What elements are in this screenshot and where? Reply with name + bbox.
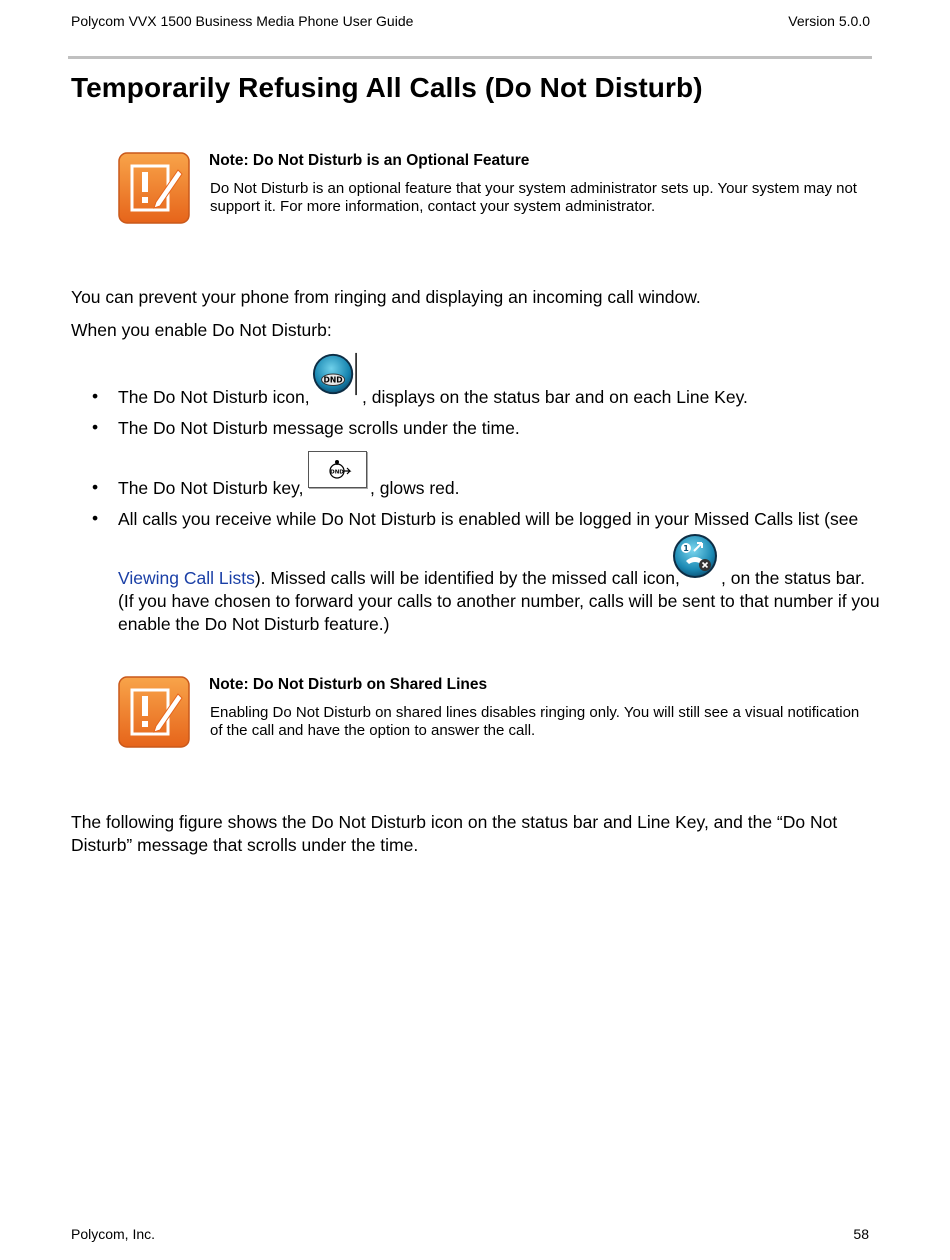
intro-paragraph: You can prevent your phone from ringing and displaying an incoming call window. bbox=[71, 287, 701, 307]
bullet-text: , glows red. bbox=[370, 478, 460, 498]
bullet-text: The Do Not Disturb icon, bbox=[118, 387, 310, 407]
dnd-key-label: DND bbox=[330, 469, 344, 476]
bullet-marker: • bbox=[92, 477, 99, 497]
bullet-marker: • bbox=[92, 417, 99, 437]
note-title: Note: Do Not Disturb on Shared Lines bbox=[209, 676, 488, 693]
note-title: Note: Do Not Disturb is an Optional Feature bbox=[209, 152, 530, 169]
note-body-line: Do Not Disturb is an optional feature that your system administrator sets up. Your system may not bbox=[210, 180, 857, 197]
dnd-icon bbox=[312, 351, 358, 402]
bullet-dnd-icon-text bbox=[118, 387, 310, 408]
bullet-marker: • bbox=[92, 386, 99, 406]
page-number: 58 bbox=[853, 1226, 869, 1242]
viewing-call-lists-link[interactable]: Viewing Call Lists bbox=[118, 568, 255, 588]
note-body-line: support it. For more information, contact your system administrator. bbox=[210, 198, 656, 215]
note-body-line: Enabling Do Not Disturb on shared lines disables ringing only. You will still see a visual notification bbox=[210, 704, 860, 721]
when-enable-paragraph: When you enable Do Not Disturb: bbox=[71, 320, 332, 340]
bullet-text: The Do Not Disturb key, bbox=[118, 478, 304, 498]
missed-call-icon bbox=[672, 533, 718, 584]
bullet-text: ). Missed calls will be identified by the missed call icon, bbox=[254, 568, 680, 588]
note-body bbox=[210, 180, 880, 216]
bullet-text: enable the Do Not Disturb feature.) bbox=[118, 614, 390, 634]
note-pencil-icon bbox=[118, 152, 190, 229]
section-title: Temporarily Refusing All Calls (Do Not Disturb) bbox=[71, 72, 703, 103]
bullet-text: (If you have chosen to forward your calls to another number, calls will be sent to that number if you bbox=[118, 591, 880, 611]
bullet-text: , displays on the status bar and on each Line Key. bbox=[362, 387, 748, 407]
dnd-key-icon bbox=[308, 451, 367, 488]
running-header-title: Polycom VVX 1500 Business Media Phone User Guide bbox=[71, 13, 414, 29]
bullet-text: All calls you receive while Do Not Disturb is enabled will be logged in your Missed Calls list (see bbox=[118, 509, 859, 529]
paragraph-line: Disturb” message that scrolls under the time. bbox=[71, 835, 419, 855]
running-header-version: Version 5.0.0 bbox=[788, 13, 870, 29]
bullet-text: The Do Not Disturb message scrolls under the time. bbox=[118, 418, 520, 438]
paragraph-line: The following figure shows the Do Not Disturb icon on the status bar and Line Key, and the “Do Not bbox=[71, 812, 838, 832]
bullet-text: , on the status bar. bbox=[721, 568, 865, 588]
bullet-text-line bbox=[118, 568, 680, 589]
note-body-line: of the call and have the option to answer the call. bbox=[210, 722, 536, 739]
dnd-icon-label: DND bbox=[323, 375, 343, 385]
figure-intro-paragraph bbox=[71, 811, 837, 857]
missed-call-count: 1 bbox=[683, 544, 689, 553]
footer-company: Polycom, Inc. bbox=[71, 1226, 156, 1242]
header-divider bbox=[68, 56, 872, 59]
note-pencil-icon bbox=[118, 676, 190, 753]
bullet-marker: • bbox=[92, 508, 99, 528]
note-body bbox=[210, 704, 880, 740]
